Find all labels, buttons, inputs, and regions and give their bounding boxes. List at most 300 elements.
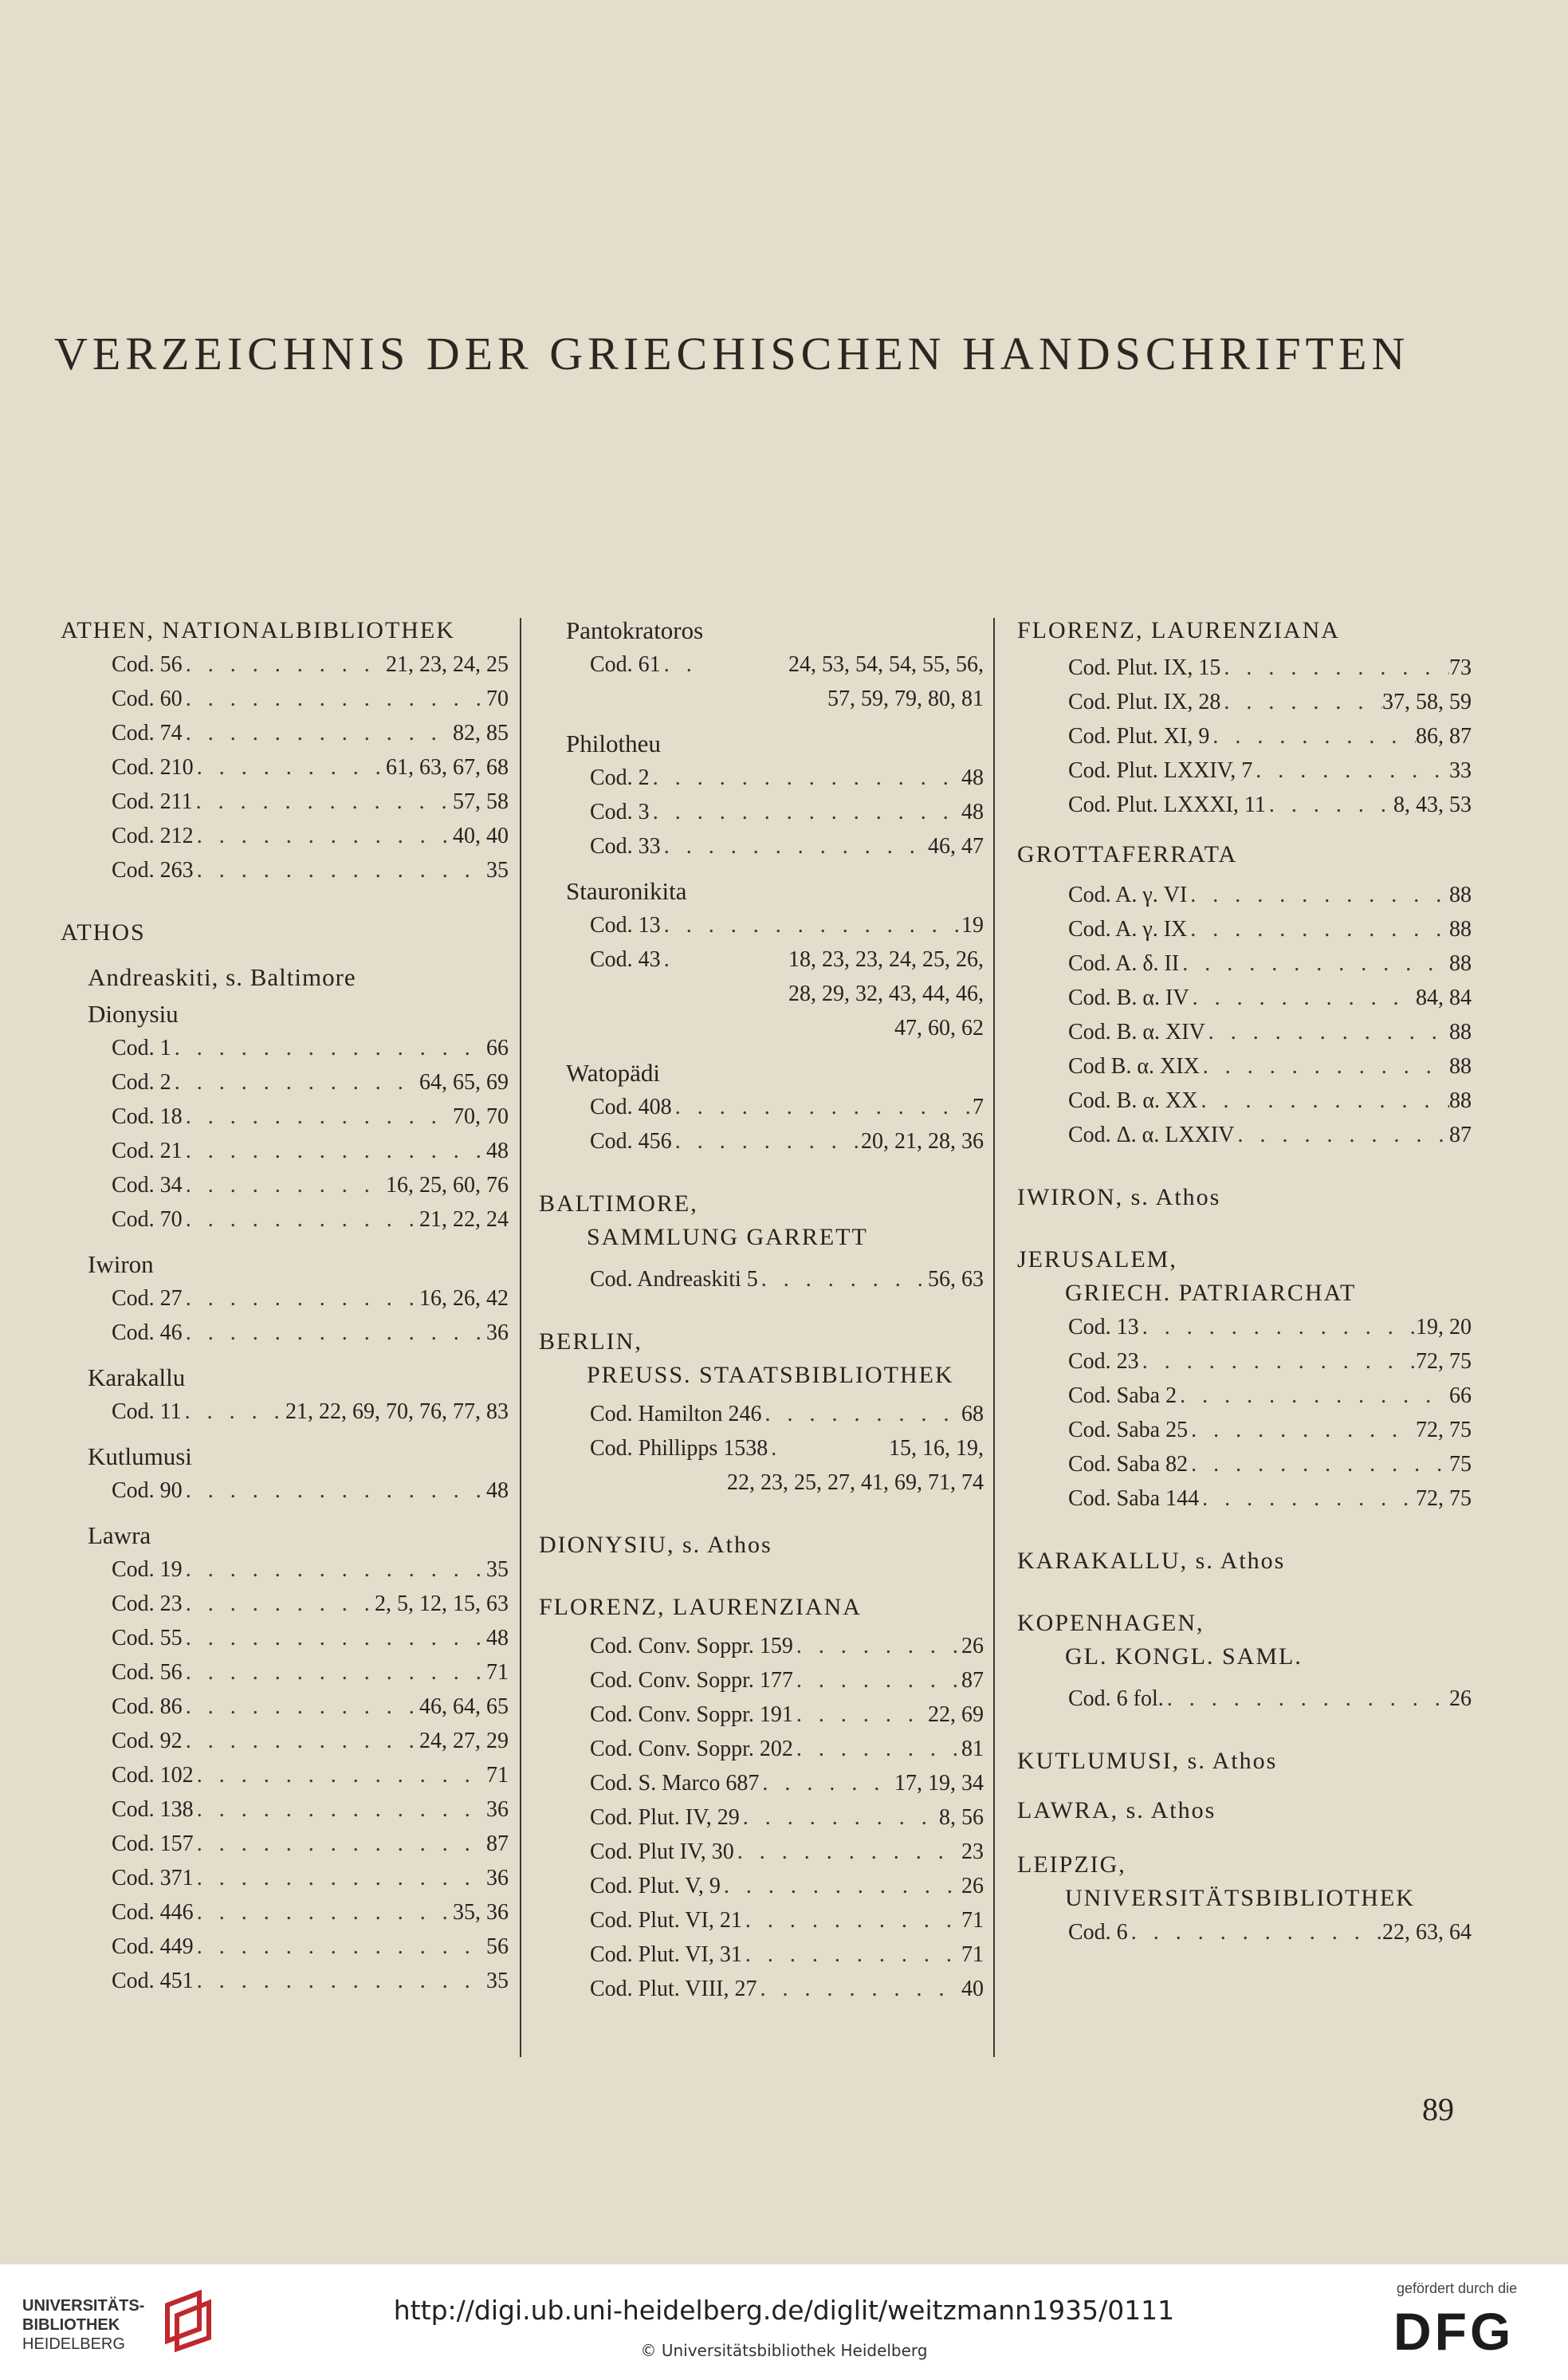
entry-code: Cod. 43	[590, 947, 661, 972]
leader-dots	[194, 1758, 486, 1792]
index-entry	[1068, 1413, 1472, 1447]
entry-pages: 88	[1449, 1020, 1472, 1044]
entry-code: Cod. Plut. LXXIV, 7	[1068, 758, 1253, 783]
entry-pages: 35	[486, 1557, 509, 1582]
entry-pages: 48	[486, 1139, 509, 1163]
section-heading	[1017, 1607, 1472, 1674]
index-entry	[1068, 1084, 1472, 1118]
leader-dots	[793, 1663, 961, 1697]
entry-code: Cod. 211	[112, 789, 193, 814]
leader-dots	[183, 1690, 419, 1724]
funding-note: gefördert durch die	[1397, 2280, 1518, 2296]
entry-code: Cod. 371	[112, 1866, 194, 1890]
entry-pages: 19	[961, 913, 984, 938]
index-entry	[112, 750, 509, 785]
entry-code: Cod. Plut. IX, 28	[1068, 690, 1221, 714]
entry-pages-continued: 57, 59, 79, 80, 81	[827, 686, 984, 711]
entry-list	[61, 1473, 509, 1508]
entry-pages-continued: 47, 60, 62	[894, 1016, 984, 1041]
entry-code: Cod. Conv. Soppr. 177	[590, 1668, 793, 1693]
index-entry	[112, 1930, 509, 1964]
entry-pages-continued: 22, 23, 25, 27, 41, 69, 71, 74	[727, 1470, 984, 1495]
entry-code: Cod. 90	[112, 1478, 183, 1503]
heading-line: BALTIMORE,	[539, 1190, 698, 1217]
entry-pages: 18, 23, 23, 24, 25, 26,	[788, 947, 984, 972]
index-entry	[112, 1281, 509, 1316]
leader-dots	[1188, 1413, 1416, 1447]
entry-code: Cod. Plut. IV, 29	[590, 1805, 740, 1830]
dfg-logo: DFG	[1393, 2302, 1515, 2361]
leader-dots	[183, 1134, 486, 1168]
leader-dots	[183, 647, 386, 682]
leader-dots	[1200, 1049, 1449, 1084]
leader-dots	[183, 716, 453, 750]
index-entry	[112, 819, 509, 853]
entry-code: Cod. 138	[112, 1797, 194, 1822]
entry-code: Cod. 408	[590, 1095, 672, 1119]
entry-code: Cod. 2	[112, 1070, 171, 1095]
entry-pages: 20, 21, 28, 36	[861, 1129, 984, 1154]
leader-dots	[1164, 1682, 1449, 1716]
entry-list	[61, 1552, 509, 1998]
index-entry	[112, 1552, 509, 1587]
entry-code: Cod. 1	[112, 1036, 171, 1060]
monastery-heading: Kutlumusi	[88, 1442, 192, 1470]
entry-code: Cod. Plut. IX, 15	[1068, 655, 1221, 680]
index-entry	[590, 647, 984, 682]
leader-dots	[740, 1800, 939, 1835]
entry-pages: 8, 56	[939, 1805, 984, 1830]
entry-pages: 8, 43, 53	[1393, 793, 1472, 817]
entry-code: Cod. Conv. Soppr. 191	[590, 1702, 793, 1727]
leader-dots	[1188, 1447, 1449, 1481]
entry-pages: 46, 47	[928, 834, 984, 859]
entry-code: Cod. 19	[112, 1557, 183, 1582]
leader-dots	[171, 1065, 419, 1100]
index-entry	[112, 1792, 509, 1827]
entry-code: Cod. 86	[112, 1694, 183, 1719]
index-entry	[112, 1168, 509, 1202]
leader-dots	[1197, 1084, 1449, 1118]
entry-code: Cod. 23	[1068, 1349, 1139, 1374]
heading-line: UNIVERSITÄTSBIBLIOTHEK	[1065, 1885, 1415, 1911]
entry-code: Cod. 18	[112, 1104, 183, 1129]
index-entry	[112, 682, 509, 716]
index-entry	[590, 1431, 984, 1465]
index-entry	[112, 1473, 509, 1508]
leader-dots	[1177, 1379, 1449, 1413]
entry-pages: 21, 22, 69, 70, 76, 77, 83	[285, 1399, 509, 1424]
index-entry	[1068, 719, 1472, 753]
leader-dots	[768, 1431, 792, 1465]
entry-pages: 70, 70	[453, 1104, 509, 1129]
entry-pages: 26	[1449, 1686, 1472, 1711]
leader-dots	[194, 1827, 486, 1861]
index-entry	[112, 1065, 509, 1100]
entry-pages: 86, 87	[1416, 724, 1472, 749]
entry-list	[1017, 1682, 1472, 1716]
leader-dots	[183, 1473, 486, 1508]
index-entry	[590, 761, 984, 795]
entry-pages: 37, 58, 59	[1382, 690, 1472, 714]
entry-list	[61, 1031, 509, 1237]
entry-pages: 88	[1449, 1054, 1472, 1079]
leader-dots	[1187, 878, 1449, 912]
leader-dots	[1234, 1118, 1449, 1152]
heading-line: LEIPZIG,	[1017, 1851, 1126, 1878]
entry-pages: 88	[1449, 917, 1472, 942]
leader-dots	[650, 761, 961, 795]
entry-pages: 71	[961, 1908, 984, 1933]
leader-dots	[1266, 788, 1393, 822]
monastery-heading: Pantokratoros	[566, 616, 704, 644]
entry-pages: 21, 23, 24, 25	[386, 652, 509, 677]
index-entry	[112, 1031, 509, 1065]
entry-code: Cod. Plut. VI, 31	[590, 1942, 742, 1967]
entry-code: Cod. Saba 144	[1068, 1486, 1200, 1511]
index-entry	[1068, 788, 1472, 822]
entry-pages: 23	[961, 1839, 984, 1864]
leader-dots	[183, 1552, 486, 1587]
monastery-heading: Lawra	[88, 1521, 151, 1549]
entry-pages: 48	[961, 800, 984, 824]
entry-pages: 88	[1449, 951, 1472, 976]
leader-dots	[793, 1732, 961, 1766]
index-entry	[1068, 1118, 1472, 1152]
leader-dots	[793, 1629, 961, 1663]
leader-dots	[183, 1281, 419, 1316]
entry-pages: 48	[486, 1478, 509, 1503]
entry-list	[1017, 878, 1472, 1152]
section-heading: FLORENZ, LAURENZIANA	[539, 1594, 862, 1620]
leader-dots	[194, 1861, 486, 1895]
leader-dots	[734, 1835, 961, 1869]
index-entry	[112, 716, 509, 750]
entry-pages: 21, 22, 24	[419, 1207, 509, 1232]
entry-code: Cod. 74	[112, 721, 183, 745]
leader-dots	[183, 1587, 375, 1621]
leader-dots	[742, 1937, 961, 1972]
entry-code: Cod. 34	[112, 1173, 183, 1198]
leader-dots	[661, 647, 699, 682]
leader-dots	[183, 1202, 419, 1237]
index-entry	[1068, 946, 1472, 981]
entry-pages: 71	[961, 1942, 984, 1967]
entry-pages: 35	[486, 858, 509, 883]
library-name-line: BIBLIOTHEK	[22, 2316, 120, 2334]
entry-code: Cod. Andreaskiti 5	[590, 1267, 758, 1292]
entry-code: Cod. 451	[112, 1969, 194, 1993]
section-heading: ATHOS	[61, 919, 146, 946]
cross-reference: Andreaskiti, s. Baltimore	[88, 963, 356, 991]
index-entry	[590, 1800, 984, 1835]
heading-line: SAMMLUNG GARRETT	[587, 1224, 868, 1250]
entry-code: Cod. 56	[112, 1660, 183, 1685]
entry-code: Cod. 13	[1068, 1315, 1139, 1339]
entry-list	[1017, 651, 1472, 822]
entry-code: Cod. A. γ. VI	[1068, 883, 1188, 907]
leader-dots	[759, 1766, 894, 1800]
entry-pages: 87	[486, 1831, 509, 1856]
monastery-heading: Stauronikita	[566, 877, 687, 905]
index-entry	[590, 1972, 984, 2006]
entry-code: Cod. 449	[112, 1934, 194, 1959]
entry-code: Cod. Plut IV, 30	[590, 1839, 734, 1864]
index-entry	[590, 1629, 984, 1663]
leader-dots	[661, 908, 961, 942]
leader-dots	[650, 795, 961, 829]
entry-code: Cod. 212	[112, 824, 194, 848]
entry-code: Cod. Saba 2	[1068, 1383, 1177, 1408]
entry-pages: 22, 63, 64	[1382, 1920, 1472, 1945]
entry-code: Cod. 6	[1068, 1920, 1128, 1945]
index-entry	[1068, 1481, 1472, 1516]
leader-dots	[721, 1869, 961, 1903]
entry-pages: 87	[1449, 1123, 1472, 1147]
cross-reference: IWIRON, s. Athos	[1017, 1184, 1221, 1210]
entry-code: Cod. Hamilton 246	[590, 1402, 762, 1426]
entry-code: Cod. 6 fol.	[1068, 1686, 1164, 1711]
index-entry	[590, 1937, 984, 1972]
entry-pages: 56	[486, 1934, 509, 1959]
leader-dots	[672, 1090, 973, 1124]
entry-pages: 2, 5, 12, 15, 63	[375, 1591, 509, 1616]
permalink-url[interactable]: http://digi.ub.uni-heidelberg.de/diglit/weitzmann1935/0111	[393, 2295, 1175, 2326]
index-entry	[1068, 912, 1472, 946]
entry-code: Cod. B. α. XX	[1068, 1088, 1198, 1113]
leader-dots	[194, 819, 453, 853]
entry-pages: 61, 63, 67, 68	[386, 755, 509, 780]
leader-dots	[193, 785, 453, 819]
entry-pages: 36	[486, 1320, 509, 1345]
entry-list	[539, 761, 984, 863]
entry-code: Cod. Conv. Soppr. 159	[590, 1634, 793, 1658]
leader-dots	[1189, 981, 1416, 1015]
entry-pages: 56, 63	[928, 1267, 984, 1292]
entry-pages: 35	[486, 1969, 509, 1993]
entry-pages: 70	[486, 686, 509, 711]
entry-list	[539, 1090, 984, 1159]
entry-pages: 7	[973, 1095, 984, 1119]
heading-line: GRIECH. PATRIARCHAT	[1065, 1280, 1357, 1306]
section-heading: FLORENZ, LAURENZIANA	[1017, 617, 1340, 643]
column-divider	[993, 618, 995, 2057]
entry-code: Cod. 46	[112, 1320, 183, 1345]
entry-list	[1017, 1915, 1472, 1949]
entry-code: Cod. 157	[112, 1831, 194, 1856]
entry-pages: 66	[486, 1036, 509, 1060]
index-entry	[1068, 981, 1472, 1015]
leader-dots	[1252, 753, 1449, 788]
index-entry	[590, 1397, 984, 1431]
entry-pages: 82, 85	[453, 721, 509, 745]
leader-dots	[757, 1972, 962, 2006]
entry-code: Cod. Phillipps 1538	[590, 1436, 768, 1461]
entry-pages: 87	[961, 1668, 984, 1693]
leader-dots	[194, 750, 386, 785]
section-heading	[1017, 1243, 1472, 1310]
index-entry	[112, 1861, 509, 1895]
entry-code: Cod. Saba 25	[1068, 1418, 1189, 1442]
index-entry	[1068, 651, 1472, 685]
section-heading	[539, 1187, 984, 1254]
entry-code: Cod. 23	[112, 1591, 183, 1616]
entry-pages: 17, 19, 34	[894, 1771, 984, 1796]
leader-dots	[758, 1262, 928, 1296]
entry-code: Cod. Plut. V, 9	[590, 1874, 721, 1898]
index-entry	[1068, 1447, 1472, 1481]
entry-code: Cod. Plut. XI, 9	[1068, 724, 1210, 749]
entry-code: Cod. 21	[112, 1139, 183, 1163]
entry-pages-continued: 28, 29, 32, 43, 44, 46,	[788, 982, 984, 1006]
index-entry	[590, 908, 984, 942]
index-entry	[112, 853, 509, 887]
entry-list	[539, 1262, 984, 1296]
index-entry	[590, 1835, 984, 1869]
index-entry	[1068, 1049, 1472, 1084]
entry-pages: 40, 40	[453, 824, 509, 848]
leader-dots	[672, 1124, 861, 1159]
leader-dots	[1209, 719, 1416, 753]
index-entry	[112, 1655, 509, 1690]
entry-code: Cod. B. α. XIV	[1068, 1020, 1205, 1044]
monastery-heading: Dionysiu	[88, 1000, 179, 1028]
monastery-heading: Watopädi	[566, 1059, 661, 1087]
index-entry	[112, 1690, 509, 1724]
leader-dots	[194, 1930, 486, 1964]
index-column-3	[1017, 614, 1472, 1949]
entry-pages: 84, 84	[1416, 985, 1472, 1010]
entry-pages: 88	[1449, 883, 1472, 907]
entry-code: Cod. 56	[112, 652, 183, 677]
entry-code: Cod. 210	[112, 755, 194, 780]
heading-line: PREUSS. STAATSBIBLIOTHEK	[587, 1362, 954, 1388]
index-entry	[1068, 1682, 1472, 1716]
entry-pages: 16, 25, 60, 76	[386, 1173, 509, 1198]
entry-pages: 72, 75	[1416, 1349, 1472, 1374]
leader-dots	[1187, 912, 1449, 946]
entry-pages: 68	[961, 1402, 984, 1426]
leader-dots	[183, 682, 486, 716]
section-heading	[1017, 1848, 1472, 1915]
entry-pages: 16, 26, 42	[419, 1286, 509, 1311]
index-entry	[590, 1090, 984, 1124]
index-entry	[112, 1316, 509, 1350]
index-entry	[1068, 1915, 1472, 1949]
entry-code: Cod. Plut. VIII, 27	[590, 1977, 757, 2001]
index-entry	[1068, 1379, 1472, 1413]
entry-code: Cod. Δ. α. LXXIV	[1068, 1123, 1235, 1147]
cross-reference: DIONYSIU, s. Athos	[539, 1532, 772, 1558]
entry-pages: 46, 64, 65	[419, 1694, 509, 1719]
copyright-note: © Universitätsbibliothek Heidelberg	[640, 2341, 928, 2360]
entry-code: Cod. Conv. Soppr. 202	[590, 1737, 793, 1761]
index-entry	[590, 1697, 984, 1732]
index-entry	[590, 1766, 984, 1800]
index-entry	[112, 1621, 509, 1655]
index-entry	[112, 1202, 509, 1237]
entry-pages: 24, 53, 54, 54, 55, 56,	[788, 652, 984, 677]
entry-pages: 72, 75	[1416, 1486, 1472, 1511]
entry-pages: 71	[486, 1660, 509, 1685]
heading-line: GL. KONGL. SAML.	[1065, 1643, 1303, 1670]
entry-code: Cod. Saba 82	[1068, 1452, 1189, 1477]
leader-dots	[661, 829, 928, 863]
index-entry	[590, 1663, 984, 1697]
entry-code: Cod. 456	[590, 1129, 672, 1154]
digitization-footer	[0, 2264, 1568, 2380]
leader-dots	[742, 1903, 961, 1937]
index-entry	[590, 829, 984, 863]
cross-reference: LAWRA, s. Athos	[1017, 1797, 1216, 1823]
library-name-line: UNIVERSITÄTS-	[22, 2297, 145, 2315]
entry-list	[61, 1281, 509, 1350]
entry-pages: 66	[1449, 1383, 1472, 1408]
entry-list	[61, 647, 509, 887]
entry-code: Cod. 3	[590, 800, 650, 824]
index-entry	[1068, 1344, 1472, 1379]
index-entry	[112, 1100, 509, 1134]
monastery-heading: Philotheu	[566, 730, 661, 757]
entry-pages: 48	[486, 1626, 509, 1650]
entry-code: Cod. 263	[112, 858, 194, 883]
entry-code: Cod. 27	[112, 1286, 183, 1311]
index-entry	[1068, 753, 1472, 788]
leader-dots	[761, 1397, 961, 1431]
entry-pages: 36	[486, 1797, 509, 1822]
entry-code: Cod. 102	[112, 1763, 194, 1788]
index-entry	[590, 1262, 984, 1296]
entry-pages: 36	[486, 1866, 509, 1890]
entry-code: Cod. Plut. VI, 21	[590, 1908, 742, 1933]
index-entry	[112, 647, 509, 682]
leader-dots	[183, 1316, 486, 1350]
entry-code: Cod. 61	[590, 652, 661, 677]
index-column-2	[539, 614, 984, 2006]
index-entry	[112, 1827, 509, 1861]
entry-pages: 64, 65, 69	[419, 1070, 509, 1095]
index-entry	[112, 1895, 509, 1930]
entry-list	[61, 1395, 509, 1429]
leader-dots	[183, 1724, 419, 1758]
entry-pages: 22, 69	[928, 1702, 984, 1727]
entry-pages: 71	[486, 1763, 509, 1788]
entry-code: Cod. A. δ. II	[1068, 951, 1180, 976]
leader-dots	[793, 1697, 928, 1732]
leader-dots	[183, 1168, 386, 1202]
index-entry	[1068, 878, 1472, 912]
leader-dots	[1179, 946, 1449, 981]
cross-reference: KUTLUMUSI, s. Athos	[1017, 1748, 1278, 1774]
entry-pages: 75	[1449, 1452, 1472, 1477]
monastery-heading: Iwiron	[88, 1250, 154, 1278]
leader-dots	[661, 942, 685, 977]
leader-dots	[182, 1395, 285, 1429]
entry-code: Cod. 2	[590, 765, 650, 790]
entry-list	[539, 1629, 984, 2006]
leader-dots	[1139, 1344, 1416, 1379]
leader-dots	[1220, 651, 1449, 685]
index-entry	[590, 1903, 984, 1937]
section-heading	[539, 1325, 984, 1392]
entry-code: Cod. 11	[112, 1399, 182, 1424]
entry-code: Cod. S. Marco 687	[590, 1771, 760, 1796]
index-entry	[112, 1134, 509, 1168]
entry-code: Cod. B. α. IV	[1068, 985, 1189, 1010]
entry-code: Cod. 446	[112, 1900, 194, 1925]
library-name-line: HEIDELBERG	[22, 2335, 125, 2353]
section-heading: ATHEN, NATIONALBIBLIOTHEK	[61, 617, 455, 643]
